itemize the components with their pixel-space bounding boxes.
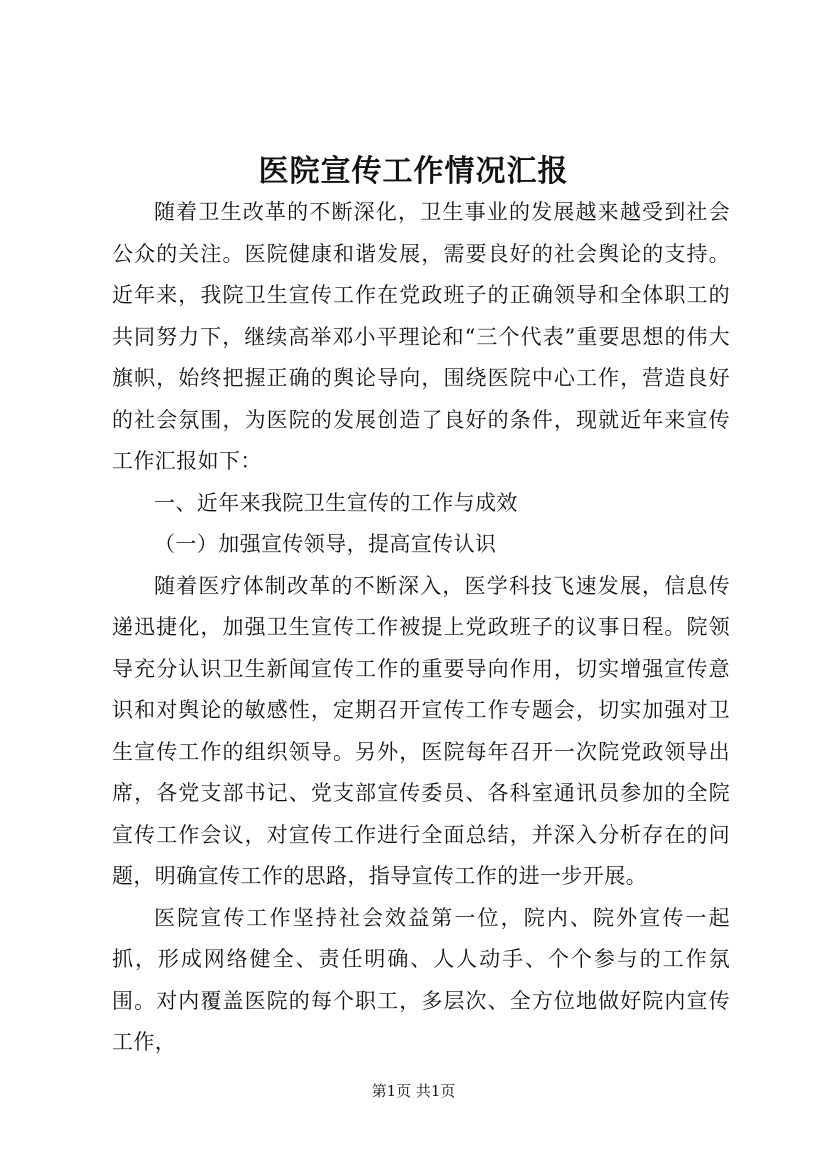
document-title: 医院宣传工作情况汇报 (258, 154, 569, 189)
section-heading: 一、近年来我院卫生宣传的工作与成效 (154, 490, 518, 515)
subsection-heading: （一）加强宣传领导，提高宣传认识 (154, 532, 497, 556)
document-body (112, 192, 730, 1064)
paragraph-intro: 随着卫生改革的不断深化，卫生事业的发展越来越受到社会公众的关注。医院健康和谐发展，需要良好的社会舆论的支持。近年来，我院卫生宣传工作在党政班子的正确领导和全体职工的共同努力下，继续高举邓小平理论和“三个代表”重要思想的伟大旗帜，始终把握正确的舆论导向，围绕医院中心工作，营造良好的社会氛围，为医院的发展创造了良好的条件，现就近年来宣传工作汇报如下： (112, 200, 730, 473)
page-footer: 第1页 共1页 (371, 1082, 456, 1100)
paragraph-leadership: 随着医疗体制改革的不断深入，医学科技飞速发展，信息传递迅捷化，加强卫生宣传工作被提上党政班子的议事日程。院领导充分认识卫生新闻宣传工作的重要导向作用，切实增强宣传意识和对舆论的敏感性，定期召开宣传工作专题会，切实加强对卫生宣传工作的组织领导。另外，医院每年召开一次院党政领导出席，各党支部书记、党支部宣传委员、各科室通讯员参加的全院宣传工作会议，对宣传工作进行全面总结，并深入分析存在的问题，明确宣传工作的思路，指导宣传工作的进一步开展。 (112, 573, 730, 888)
paragraph-principle: 医院宣传工作坚持社会效益第一位，院内、院外宣传一起抓，形成网络健全、责任明确、人人动手、个个参与的工作氛围。对内覆盖医院的每个职工，多层次、全方位地做好院内宣传工作， (112, 905, 730, 1054)
